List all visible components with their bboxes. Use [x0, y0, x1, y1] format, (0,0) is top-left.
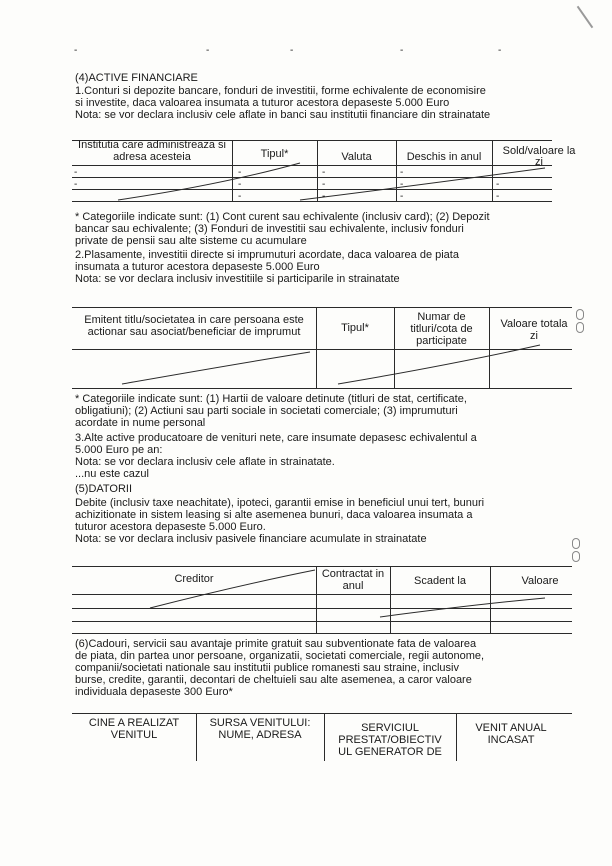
paragraph-line: (6)Cadouri, servicii sau avantaje primite gratuit sau subventionate fata de valoarea — [75, 638, 477, 650]
dash: - — [322, 191, 326, 202]
paragraph-line: tuturor acestora depaseste 5.000 Euro. — [75, 521, 266, 533]
dash: - — [496, 191, 500, 202]
column-header: INCASAT — [487, 734, 535, 746]
dash: - — [74, 45, 78, 56]
paragraph-line: insumata a tuturor acestora depaseste 5.000 Euro — [75, 261, 320, 273]
dash: - — [74, 167, 78, 178]
paragraph-line: individuala depaseste 300 Euro* — [75, 686, 233, 698]
column-header: Tipul* — [260, 148, 289, 160]
paragraph-line: Nota: se vor declara inclusiv pasivele financiare acumulate in strainatate — [75, 533, 427, 545]
paragraph-line: burse, credite, garantii, decontari de cheltuieli sau alte asemenea, a caror valoare — [75, 674, 472, 686]
column-header: Emitent titlu/societatea in care persoana este — [84, 314, 304, 326]
column-header: Sold/valoare la — [502, 145, 576, 157]
column-header: NUME, ADRESA — [218, 729, 302, 741]
column-header: Valoare totala — [500, 318, 568, 330]
section-6-text — [75, 638, 535, 698]
paragraph-line: private de pensii sau alte sisteme cu acumulare — [75, 235, 307, 247]
dash: - — [400, 191, 404, 202]
paragraph-line: * Categoriile indicate sunt: (1) Cont curent sau echivalente (inclusiv card); (2) Depozit — [75, 211, 490, 223]
column-header: Scadent la — [414, 575, 466, 587]
dash: - — [400, 179, 404, 190]
punch-hole-mark — [572, 538, 580, 549]
section-4-item-1 — [75, 85, 530, 121]
paragraph-line: Nota: se vor declara inclusiv investitiile si participarile in strainatate — [75, 273, 400, 285]
column-header: Creditor — [174, 573, 214, 585]
column-header: VENITUL — [110, 729, 158, 741]
categories-note-1 — [75, 211, 535, 247]
column-header: SURSA VENITULUI: — [209, 717, 311, 729]
section-5-title: (5)DATORII — [75, 483, 133, 495]
column-header: Tipul* — [341, 322, 369, 334]
dash: - — [238, 167, 242, 178]
paragraph-line: Nota: se vor declara inclusiv cele aflate in strainatate. — [75, 456, 335, 468]
column-header: Numar de — [417, 311, 466, 323]
scan-mark — [577, 6, 594, 28]
dash: - — [206, 45, 210, 56]
column-header: UL GENERATOR DE — [338, 746, 442, 758]
paragraph-line: 3.Alte active producatoare de venituri nete, care insumate depasesc echivalentul a — [75, 432, 477, 444]
dash: - — [290, 45, 294, 56]
column-header: Valuta — [341, 151, 372, 163]
column-header: VENIT ANUAL — [475, 722, 547, 734]
column-header: zi — [535, 156, 543, 168]
column-header: participate — [416, 335, 467, 347]
paragraph-line: si investite, daca valoarea insumata a tuturor acestora depaseste 5.000 Euro — [75, 97, 450, 109]
section-4-item-3 — [75, 432, 535, 480]
punch-hole-mark — [576, 309, 584, 320]
column-header: anul — [342, 580, 364, 592]
paragraph-line: bancar sau echivalente; (3) Fonduri de investitii sau echivalente, inclusiv fonduri — [75, 223, 464, 235]
column-header: zi — [530, 330, 538, 342]
paragraph-line: ...nu este cazul — [75, 468, 149, 480]
section-4-title: (4)ACTIVE FINANCIARE — [75, 72, 198, 84]
dash: - — [322, 179, 326, 190]
punch-hole-mark — [576, 322, 584, 333]
paragraph-line: companii/societati nationale sau institutii publice romanesti sau straine, inclusiv — [75, 662, 459, 674]
column-header: Valoare — [521, 575, 559, 587]
paragraph-line: obligatiuni); (2) Actiuni sau parti sociale in societati comerciale; (3) imprumuturi — [75, 405, 458, 417]
paragraph-line: 2.Plasamente, investitii directe si imprumuturi acordate, daca valoarea de piata — [75, 249, 459, 261]
column-header: SERVICIUL — [361, 722, 419, 734]
column-header: Contractat in — [321, 568, 385, 580]
paragraph-line: achizitionate in sistem leasing si alte asemenea bunuri, daca valoarea insumata a — [75, 509, 473, 521]
paragraph-line: acordate in nume personal — [75, 417, 206, 429]
column-header: titluri/cota de — [410, 323, 473, 335]
paragraph-line: * Categoriile indicate sunt: (1) Hartii de valoare detinute (titluri de stat, certificate, — [75, 393, 467, 405]
column-header: Institutia care administreaza si — [78, 139, 226, 151]
column-header: PRESTAT/OBIECTIV — [338, 734, 442, 746]
dash: - — [496, 179, 500, 190]
dash: - — [498, 45, 502, 56]
dash: - — [400, 167, 404, 178]
column-header: adresa acesteia — [113, 151, 191, 163]
paragraph-line: 5.000 Euro pe an: — [75, 444, 163, 456]
section-4-item-2 — [75, 249, 535, 285]
dash: - — [400, 45, 404, 56]
column-header: Deschis in anul — [406, 151, 482, 163]
dash: - — [238, 179, 242, 190]
paragraph-line: Debite (inclusiv taxe neachitate), ipoteci, garantii emise in beneficiul unui tert, bunuri — [75, 497, 485, 509]
categories-note-2 — [75, 393, 535, 429]
paragraph-line: 1.Conturi si depozite bancare, fonduri de investitii, forme echivalente de economisire — [75, 85, 486, 97]
dash: - — [322, 167, 326, 178]
column-header: CINE A REALIZAT — [88, 717, 180, 729]
punch-hole-mark — [572, 551, 580, 562]
dash: - — [74, 179, 78, 190]
dash: - — [238, 191, 242, 202]
column-header: actionar sau asociat/beneficiar de imprumut — [87, 326, 301, 338]
section-5-text — [75, 497, 535, 545]
paragraph-line: Nota: se vor declara inclusiv cele aflate in banci sau institutii financiare din strainatate — [75, 109, 491, 121]
paragraph-line: de piata, din partea unor persoane, organizatii, societati comerciale, regii autonome, — [75, 650, 485, 662]
